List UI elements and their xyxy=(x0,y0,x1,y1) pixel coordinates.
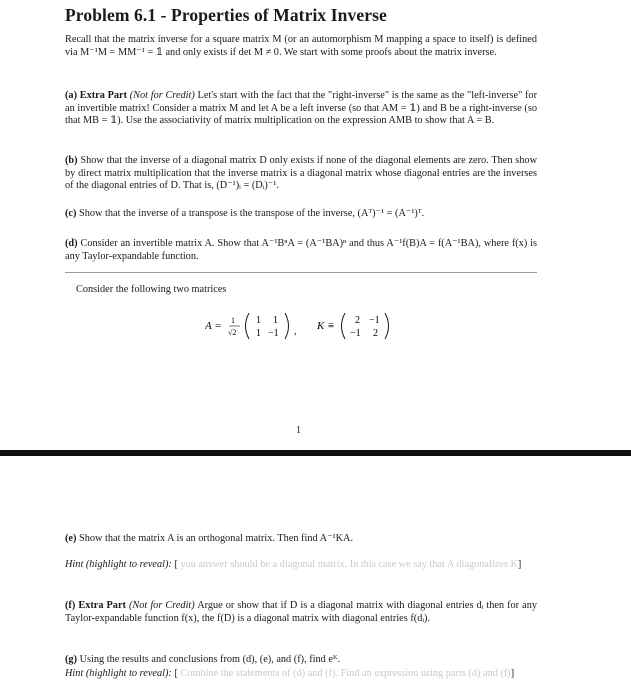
part-f xyxy=(65,600,537,625)
problem-title: Problem 6.1 - Properties of Matrix Inverse xyxy=(65,5,387,25)
part-e xyxy=(65,533,537,546)
section-divider xyxy=(65,272,537,273)
matrix-a-r1c1: −1 xyxy=(268,328,279,339)
hint-g-open: [ xyxy=(174,668,178,679)
part-f-text: Argue or show that if D is a diagonal matrix with diagonal entries dᵢ then for any Taylor-expandable function f(x), the f(D) is a diagonal matrix with diagonal entries f(dᵢ). xyxy=(65,600,537,624)
matrix-a-left-paren xyxy=(246,313,250,339)
matrix-a-prefix-den: √2 xyxy=(228,328,237,337)
matrix-k-r1c1: 2 xyxy=(373,328,378,339)
matrix-a-lhs: A = xyxy=(205,320,222,332)
hint-e[interactable] xyxy=(65,558,537,571)
hint-g[interactable] xyxy=(65,667,537,680)
part-d-label: (d) xyxy=(65,238,78,249)
part-b xyxy=(65,155,537,193)
part-f-heading: Extra Part xyxy=(78,600,126,611)
page-2 xyxy=(0,458,631,700)
part-c-text: Show that the inverse of a transpose is the transpose of the inverse, (Aᵀ)⁻¹ = (A⁻¹)ᵀ. xyxy=(79,208,425,219)
hint-g-label: Hint (highlight to reveal): xyxy=(65,668,172,679)
part-c xyxy=(65,208,537,221)
part-g-text: Using the results and conclusions from (d), (e), and (f), find eᴷ. xyxy=(79,654,341,665)
matrix-k-right-paren xyxy=(385,313,389,339)
matrix-equations xyxy=(205,307,425,350)
matrix-a-r1c0: 1 xyxy=(256,328,261,339)
hint-g-close: ] xyxy=(510,668,515,679)
matrix-a-r0c0: 1 xyxy=(256,315,261,326)
part-a-heading: Extra Part xyxy=(79,90,128,101)
part-f-label: (f) xyxy=(65,600,76,611)
part-g-label: (g) xyxy=(65,654,78,665)
part-d-text: Consider an invertible matrix A. Show that A⁻¹BⁿA = (A⁻¹BA)ⁿ and thus A⁻¹f(B)A = f(A⁻¹BA), where f(x) is any Taylor-expandable function. xyxy=(65,238,537,262)
part-e-label: (e) xyxy=(65,533,77,544)
intro-paragraph: Recall that the matrix inverse for a square matrix M (or an automorphism M mapping a space to itself) is defined via M⁻¹M = MM⁻¹ = 𝟙 and only exists if det M ≠ 0. We start with some proofs about the matrix inverse. xyxy=(65,34,537,58)
matrix-a-right-paren xyxy=(285,313,289,339)
consider-text: Consider the following two matrices xyxy=(76,284,227,295)
part-e-text: Show that the matrix A is an orthogonal matrix. Then find A⁻¹KA. xyxy=(79,533,354,544)
hint-e-hidden-text[interactable]: you answer should be a diagonal matrix. In this case we say that A diagonalizes K xyxy=(180,559,518,570)
part-d xyxy=(65,238,537,263)
hint-g-hidden-text[interactable]: Combine the statements of (d) and (f). Find an expression using parts (d) and (f) xyxy=(180,668,511,679)
part-f-note: (Not for Credit) xyxy=(128,600,195,611)
hint-e-label: Hint (highlight to reveal): xyxy=(65,559,172,570)
part-g xyxy=(65,654,537,667)
part-a-label: (a) xyxy=(65,90,78,101)
matrix-a-suffix: , xyxy=(294,326,297,337)
matrix-a-prefix-num: 1 xyxy=(231,316,235,325)
matrix-k-left-paren xyxy=(342,313,346,339)
matrix-k-r0c0: 2 xyxy=(355,315,360,326)
part-b-label: (b) xyxy=(65,155,78,166)
part-c-label: (c) xyxy=(65,208,77,219)
matrix-k-r0c1: −1 xyxy=(369,315,380,326)
part-a-note: (Not for Credit) xyxy=(129,90,195,101)
matrix-equations-svg xyxy=(205,307,425,347)
page-separator xyxy=(0,450,631,456)
matrix-k-lhs: K ≡ xyxy=(317,320,335,332)
hint-e-open: [ xyxy=(174,559,178,570)
matrix-k-r1c0: −1 xyxy=(350,328,361,339)
page-number: 1 xyxy=(296,425,301,436)
matrix-a-r0c1: 1 xyxy=(273,315,278,326)
hint-e-close: ] xyxy=(517,559,522,570)
part-a-text: Let's start with the fact that the "right-inverse" is the same as the "left-inverse" for an invertible matrix! Consider a matrix M and let A be a left inverse (so that AM = 𝟙) and B be a right-inverse (so that MB = 𝟙). Use the associativity of matrix multiplication on the expression AMB to show that A = B. xyxy=(65,90,538,127)
part-a xyxy=(65,90,537,128)
part-b-text: Show that the inverse of a diagonal matrix D only exists if none of the diagonal elements are zero. Then show by direct matrix multiplication that the inverse matrix is a diagonal matrix whose diagonal entries are the inverses of the diagonal entries of D. That is, (D⁻¹)ᵢ = (Dᵢ)⁻¹. xyxy=(65,155,538,192)
